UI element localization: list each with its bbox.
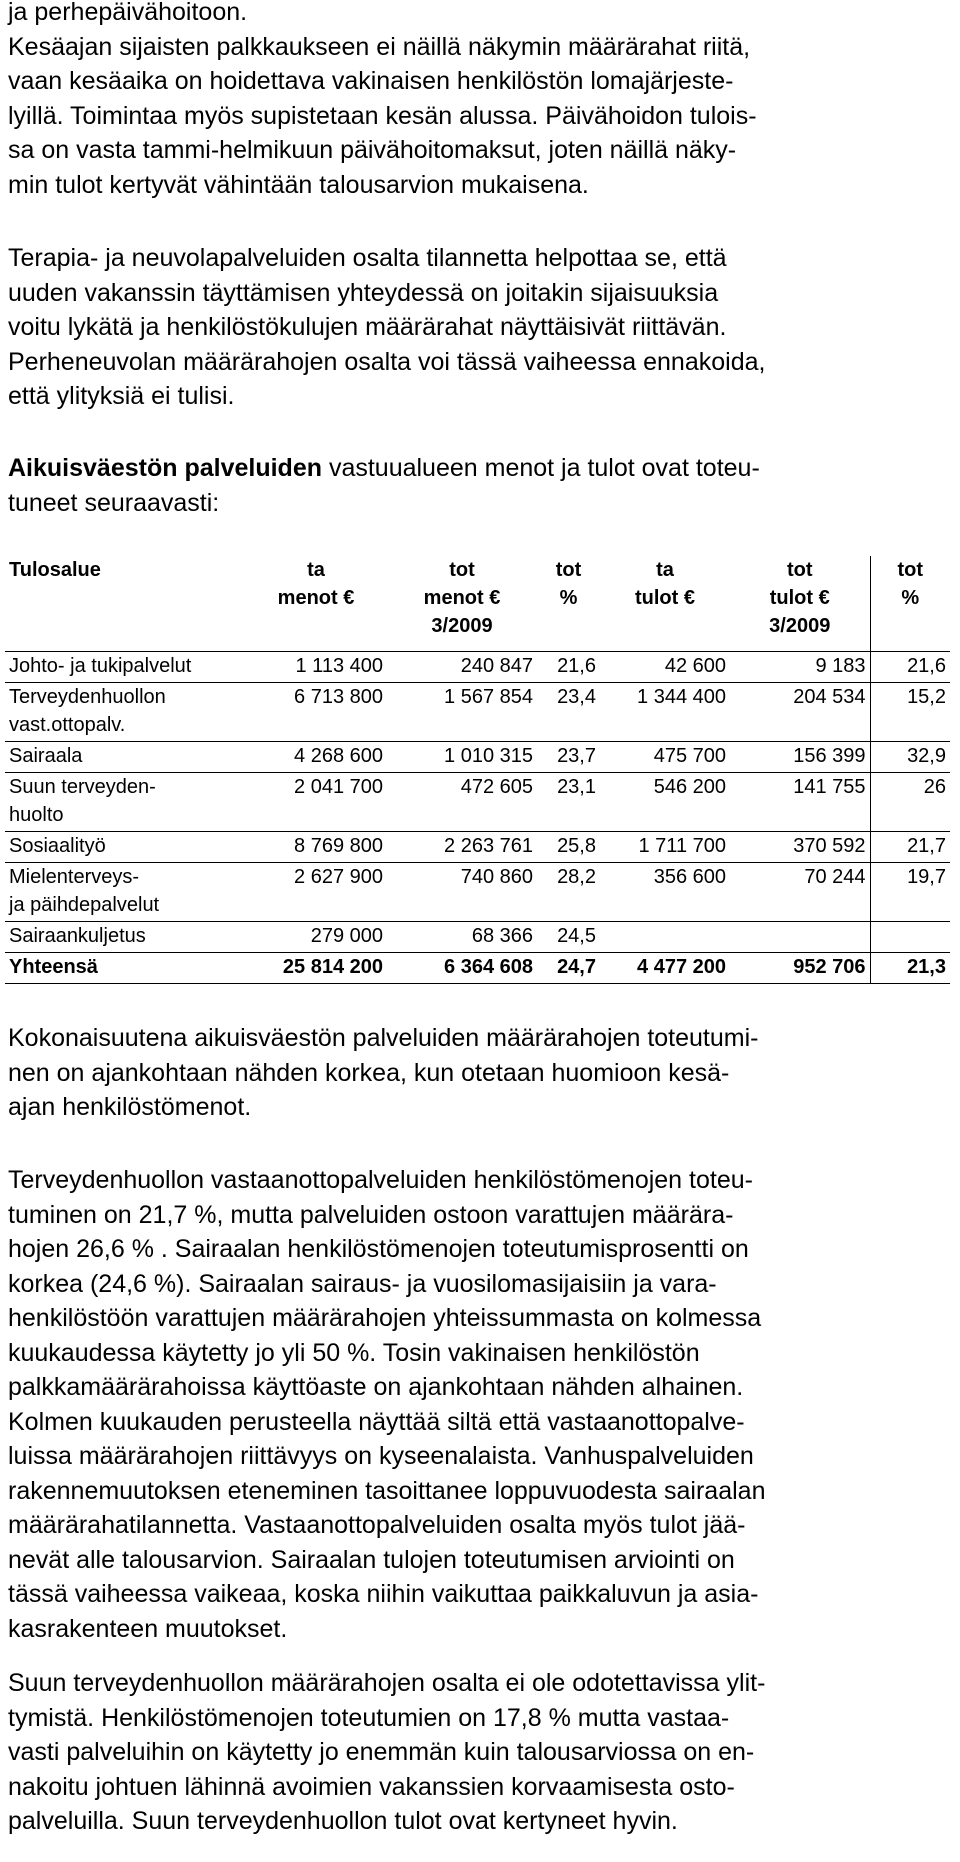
column-header <box>600 556 730 651</box>
row-label <box>5 921 245 952</box>
text-line: tässä vaiheessa vaikeaa, koska niihin vaikuttaa paikkaluvun ja asia- <box>8 1580 759 1608</box>
paragraph-kokonaisuutena <box>8 1021 952 1125</box>
row-label-line: Suun terveyden- <box>9 775 156 798</box>
text-line: ja perhepäivähoitoon. <box>8 0 248 26</box>
row-label-line: vast.ottopalv. <box>9 713 126 736</box>
table-cell: 6 713 800 <box>294 685 383 708</box>
heading-line: tuneet seuraavasti: <box>8 488 220 517</box>
text-line: sa on vasta tammi-helmikuun päivähoitomaksut, joten näillä näky- <box>8 136 737 164</box>
table-cell: 24,5 <box>557 924 596 947</box>
row-label <box>5 682 245 741</box>
header-line: ta <box>656 559 674 581</box>
table-row <box>5 651 950 682</box>
heading-line <box>8 451 952 486</box>
row-label-line: Mielenterveys- <box>9 865 140 888</box>
text-line: korkea (24,6 %). Sairaalan sairaus- ja vuosilomasijaisiin ja vara- <box>8 1269 717 1298</box>
text-line: nakoitu johtuen lähinnä avoimien vakanssien korvaamisesta osto- <box>8 1772 735 1801</box>
table-cell: 15,2 <box>870 682 950 741</box>
row-label-line: huolto <box>9 803 64 826</box>
table-cell: 21,6 <box>557 654 596 677</box>
paragraph-terapia <box>8 241 952 414</box>
table-cell: 19,7 <box>870 862 950 921</box>
text-line: Kolmen kuukauden perusteella näyttää siltä että vastaanottopalve- <box>8 1407 745 1436</box>
table-cell <box>600 921 730 952</box>
text-line: palveluilla. Suun terveydenhuollon tulot ovat kertyneet hyvin. <box>8 1807 678 1835</box>
table-cell: 952 706 <box>730 952 870 983</box>
table-cell: 2 627 900 <box>294 865 383 888</box>
row-label <box>5 831 245 862</box>
row-label-line: Johto- ja tukipalvelut <box>9 654 192 677</box>
text-line: Kokonaisuutena aikuisväestön palveluiden määrärahojen toteutumi- <box>8 1024 759 1052</box>
table-cell: 26 <box>870 772 950 831</box>
header-line: tot <box>897 559 924 581</box>
header-line: tot <box>449 559 475 581</box>
table-cell: 9 183 <box>815 654 866 677</box>
table-header-row <box>5 556 950 651</box>
table-cell: 25,8 <box>557 834 596 857</box>
table-row <box>5 741 950 772</box>
table-total-row <box>5 952 950 983</box>
text-line: ajan henkilöstömenot. <box>8 1093 252 1121</box>
table-cell: 42 600 <box>664 654 726 677</box>
table-row <box>5 921 950 952</box>
table-cell: 23,1 <box>557 775 596 798</box>
header-line: % <box>559 587 578 609</box>
table-cell: 4 477 200 <box>600 952 730 983</box>
header-line: 3/2009 <box>769 615 831 637</box>
paragraph-terveydenhuolto <box>8 1163 952 1646</box>
text-line: vaan kesäaika on hoidettava vakinaisen henkilöstön lomajärjeste- <box>8 67 734 95</box>
paragraph-suun-terveydenhuolto <box>8 1666 952 1839</box>
table-cell: 21,7 <box>870 831 950 862</box>
text-line: min tulot kertyvät vähintään talousarvion mukaisena. <box>8 170 589 199</box>
column-header <box>245 556 387 651</box>
section-heading <box>8 451 952 520</box>
table-cell: 1 711 700 <box>638 834 726 857</box>
heading-bold: Aikuisväestön palveluiden <box>8 454 322 482</box>
table-cell: 740 860 <box>460 865 533 888</box>
text-line: hojen 26,6 % . Sairaalan henkilöstömenojen toteutumisprosentti on <box>8 1235 749 1263</box>
text-line: kasrakenteen muutokset. <box>8 1614 288 1643</box>
table-cell: 6 364 608 <box>387 952 537 983</box>
table-cell: 23,4 <box>557 685 596 708</box>
header-line: menot € <box>423 587 501 609</box>
row-label-line: ja päihdepalvelut <box>9 893 160 916</box>
header-line: ta <box>307 559 325 581</box>
table-cell: 370 592 <box>793 834 866 857</box>
header-line: tulot € <box>769 587 830 609</box>
table-cell: 70 244 <box>804 865 866 888</box>
table-cell: 279 000 <box>310 924 383 947</box>
text-line: kuukaudessa käytetty jo yli 50 %. Tosin vakinaisen henkilöstön <box>8 1338 700 1367</box>
text-line: uuden vakanssin täyttämisen yhteydessä on joitakin sijaisuuksia <box>8 278 719 307</box>
table-cell: 546 200 <box>653 775 726 798</box>
table-cell: 240 847 <box>460 654 533 677</box>
paragraph-intro <box>8 0 952 202</box>
budget-table <box>5 556 950 984</box>
header-line: tot <box>786 559 813 581</box>
table-cell: 141 755 <box>793 775 866 798</box>
table-cell: 204 534 <box>793 685 866 708</box>
header-line: 3/2009 <box>431 615 493 637</box>
text-line: voitu lykätä ja henkilöstökulujen määrärahat näyttäisivät riittävän. <box>8 313 727 341</box>
row-label <box>5 651 245 682</box>
text-line: rakennemuutoksen eteneminen tasoittanee loppuvuodesta sairaalan <box>8 1476 766 1505</box>
text-line: lyillä. Toimintaa myös supistetaan kesän alussa. Päivähoidon tulois- <box>8 101 757 130</box>
table-cell: 23,7 <box>557 744 596 767</box>
table-cell: 356 600 <box>653 865 726 888</box>
table-row <box>5 831 950 862</box>
header-line: menot € <box>277 587 355 609</box>
table-row <box>5 862 950 921</box>
row-label-line: Terveydenhuollon <box>9 685 166 708</box>
text-line: että ylityksiä ei tulisi. <box>8 382 235 410</box>
text-line: henkilöstöön varattujen määrärahojen yhteissummasta on kolmessa <box>8 1304 762 1332</box>
text-line: määrärahatilannetta. Vastaanottopalveluiden osalta myös tulot jää- <box>8 1511 746 1539</box>
table-cell: 24,7 <box>537 952 600 983</box>
table-cell: 21,6 <box>870 651 950 682</box>
table-cell: 1 344 400 <box>637 685 726 708</box>
table-cell: 1 567 854 <box>444 685 533 708</box>
header-line: tulot € <box>635 587 695 609</box>
text-line: Suun terveydenhuollon määrärahojen osalta ei ole odotettavissa ylit- <box>8 1669 766 1697</box>
text-line: nen on ajankohtaan nähden korkea, kun otetaan huomioon kesä- <box>8 1058 730 1087</box>
table-body <box>5 651 950 983</box>
text-line: Terapia- ja neuvolapalveluiden osalta tilannetta helpottaa se, että <box>8 244 727 272</box>
table-cell: 2 041 700 <box>294 775 383 798</box>
row-label <box>5 741 245 772</box>
table-cell: 68 366 <box>471 924 533 947</box>
row-label-line: Yhteensä <box>9 955 98 978</box>
table-cell: 1 113 400 <box>295 654 383 677</box>
table-cell: 21,3 <box>870 952 950 983</box>
text-line: palkkamäärärahoissa käyttöaste on ajankohtaan nähden alhainen. <box>8 1373 744 1401</box>
row-label <box>5 772 245 831</box>
text-line: vasti palveluihin on käytetty jo enemmän kuin talousarviossa on en- <box>8 1738 755 1766</box>
row-label-line: Sosiaalityö <box>9 834 106 857</box>
header-line: Tulosalue <box>9 559 101 581</box>
table-cell: 8 769 800 <box>294 834 383 857</box>
table-cell: 4 268 600 <box>294 744 383 767</box>
text-line: nevät alle talousarvion. Sairaalan tulojen toteutumisen arviointi on <box>8 1545 735 1574</box>
header-line: % <box>901 587 920 609</box>
table-cell: 156 399 <box>793 744 866 767</box>
table-cell: 25 814 200 <box>245 952 387 983</box>
header-tulosalue <box>5 556 245 651</box>
row-label-line: Sairaankuljetus <box>9 924 146 947</box>
table-cell: 1 010 315 <box>444 744 533 767</box>
column-header <box>730 556 870 651</box>
column-header <box>870 556 950 651</box>
text-line: Perheneuvolan määrärahojen osalta voi tässä vaiheessa ennakoida, <box>8 347 766 376</box>
table-cell: 475 700 <box>653 744 726 767</box>
heading-rest: vastuualueen menot ja tulot ovat toteu- <box>322 454 760 482</box>
header-line: tot <box>555 559 582 581</box>
row-label-line: Sairaala <box>9 744 83 767</box>
row-label <box>5 952 245 983</box>
table-cell: 32,9 <box>870 741 950 772</box>
text-line: Terveydenhuollon vastaanottopalveluiden henkilöstömenojen toteu- <box>8 1166 753 1194</box>
text-line: tuminen on 21,7 %, mutta palveluiden ostoon varattujen määrära- <box>8 1200 734 1229</box>
row-label <box>5 862 245 921</box>
table-cell <box>870 921 950 952</box>
table-cell <box>730 921 870 952</box>
table-row <box>5 772 950 831</box>
text-line: luissa määrärahojen riittävyys on kyseenalaista. Vanhuspalveluiden <box>8 1442 754 1470</box>
column-header <box>387 556 537 651</box>
table-cell: 28,2 <box>557 865 596 888</box>
table-cell: 472 605 <box>460 775 533 798</box>
table-cell: 2 263 761 <box>444 834 533 857</box>
table-row <box>5 682 950 741</box>
column-header <box>537 556 600 651</box>
text-line: Kesäajan sijaisten palkkaukseen ei näillä näkymin määrärahat riitä, <box>8 32 751 61</box>
text-line: tymistä. Henkilöstömenojen toteutumien on 17,8 % mutta vastaa- <box>8 1703 730 1732</box>
